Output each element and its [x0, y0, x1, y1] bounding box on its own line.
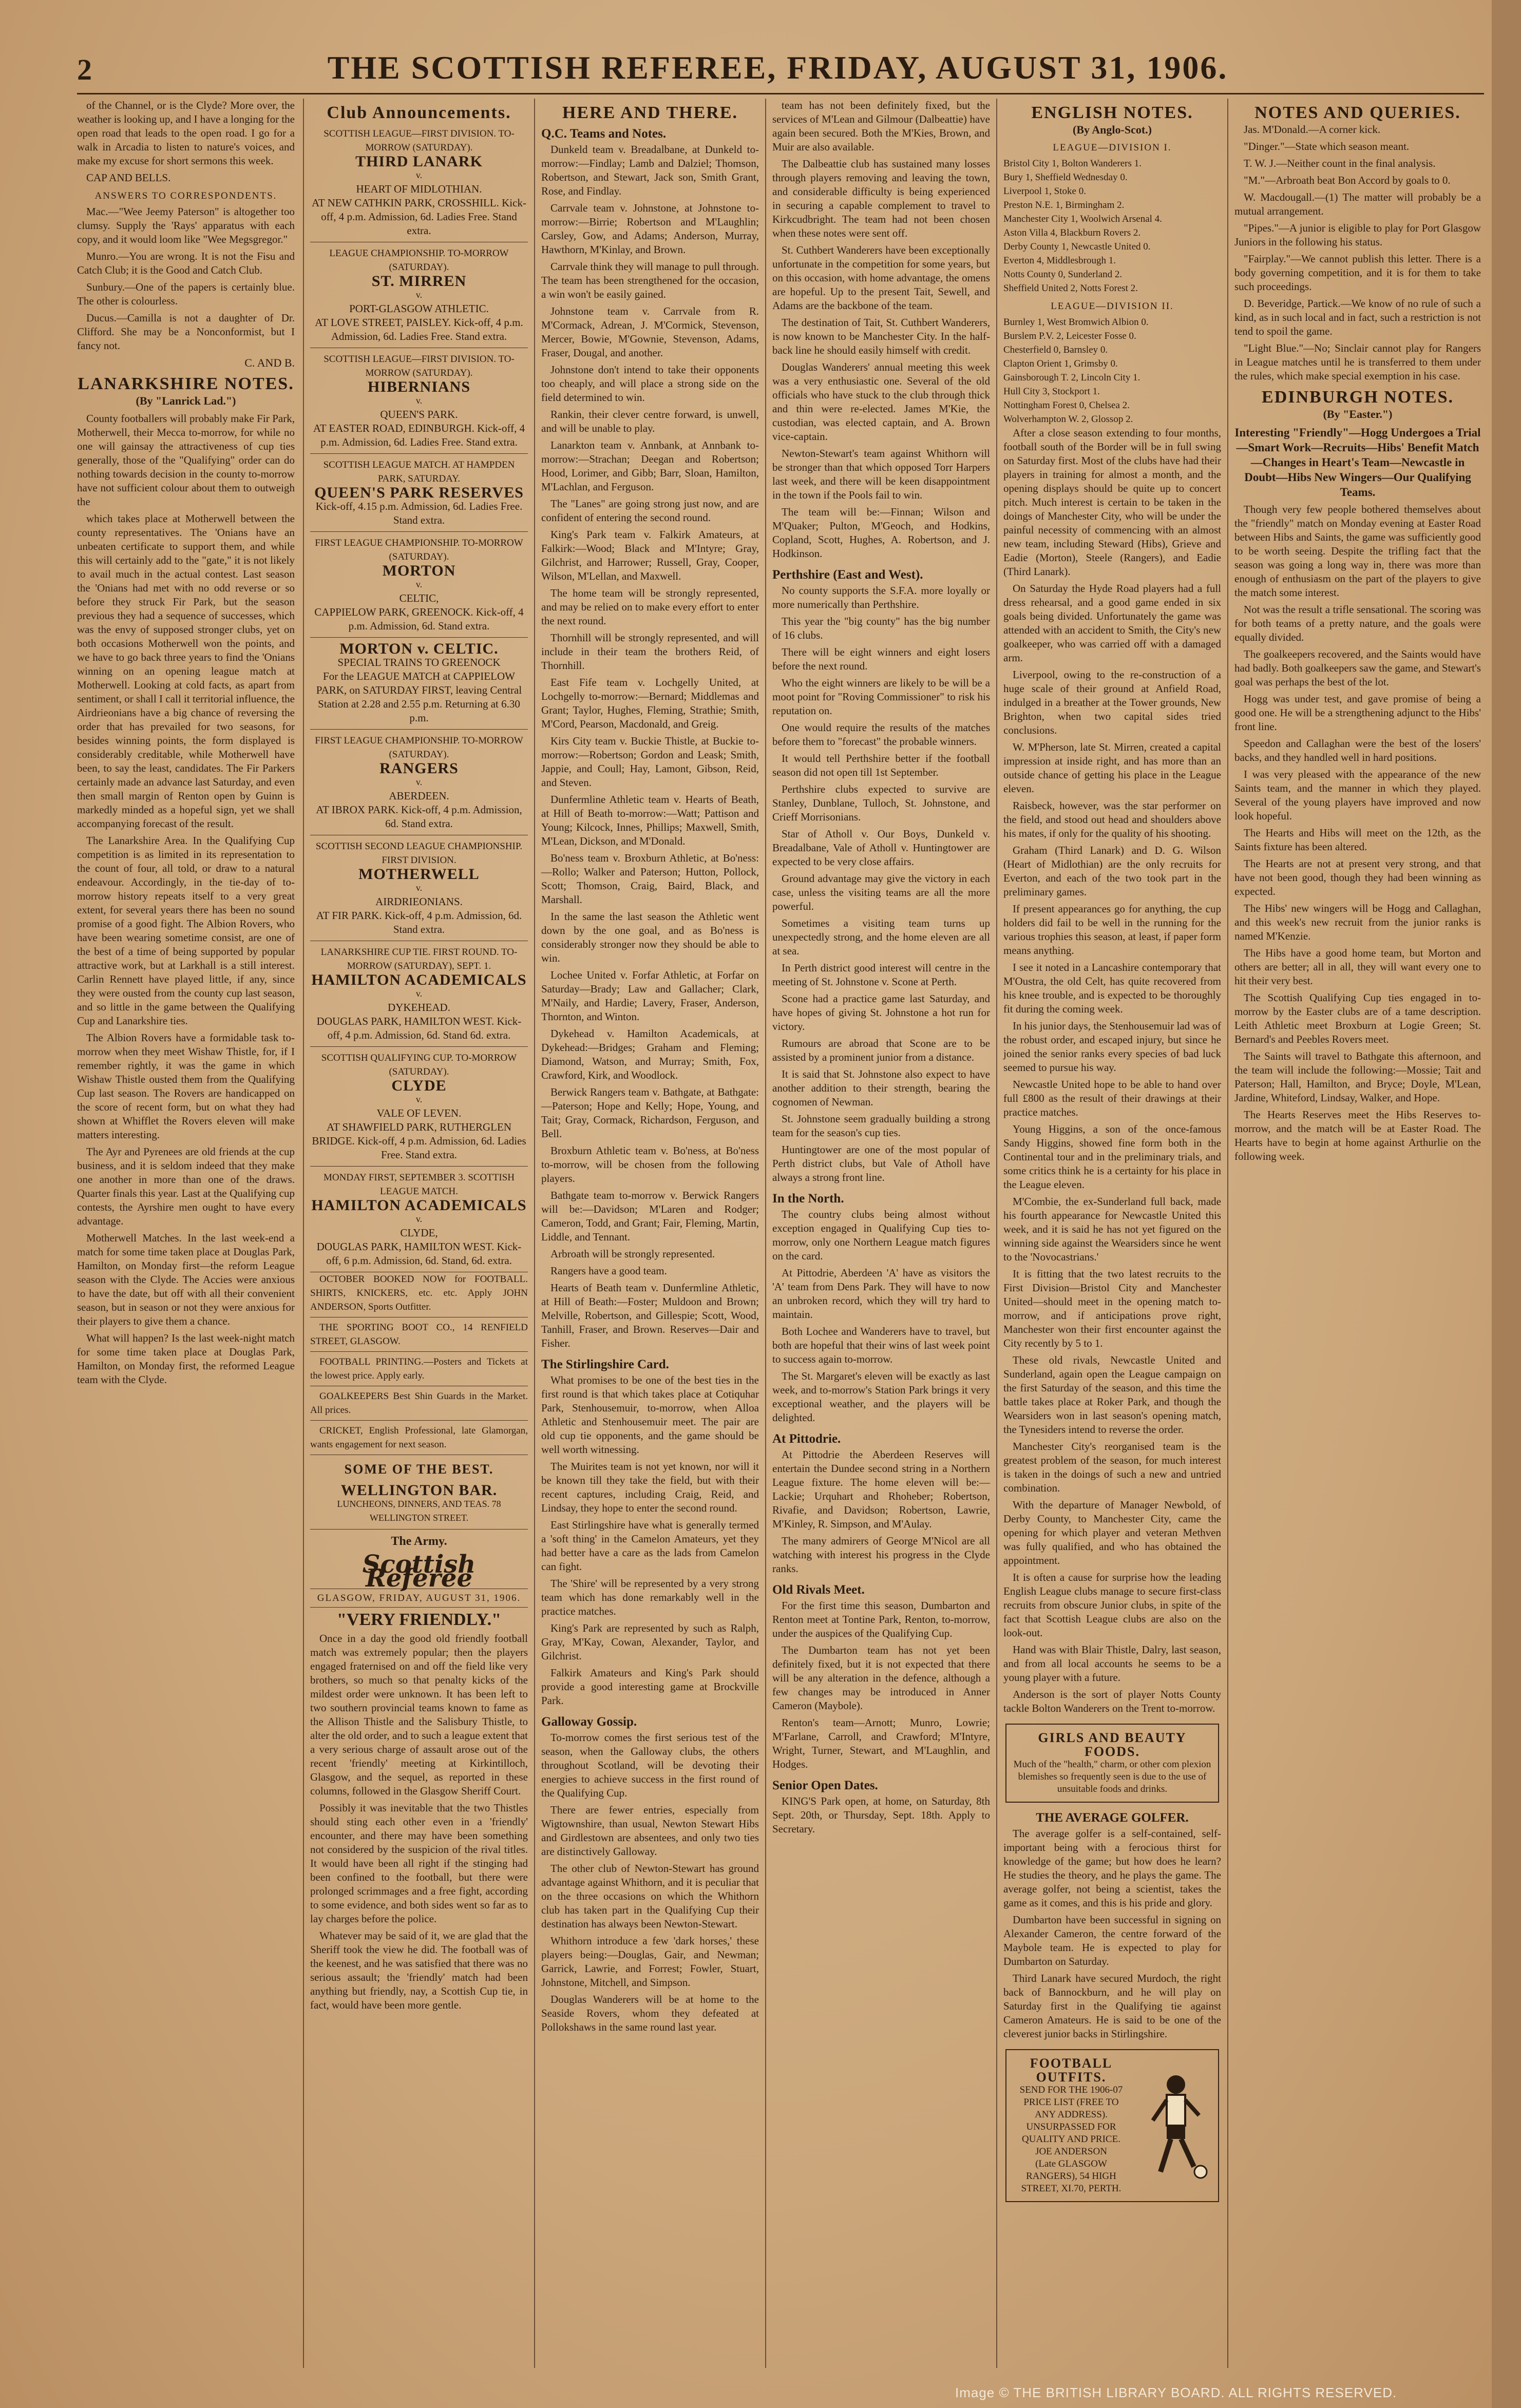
section-paragraph: What promises to be one of the best ties in the first round is that which takes place at Cotiquhar Park, Stenhousemuir, to-morrow, when Alloa Athletic and Stenhousemuir meet. The pair are old cup tie opponents, and the game should be well worth witnessing.: [541, 1374, 759, 1456]
announcement-line: MOTHERWELL: [358, 866, 480, 883]
announcement-line: AT FIR PARK. Kick-off, 4 p.m. Admission, 6d. Stand extra.: [316, 909, 522, 935]
section-paragraph: The "Lanes" are going strong just now, and are confident of entering the second round.: [541, 498, 759, 524]
golfer-paragraph: The average golfer is a self-contained, self-important being with a ferocious thirst for knowledge of the game; but how does he learn? He studies the theory, and he plays the game. The average golfer, not being a scientist, takes the game as it comes, and this is his pride and glory.: [1003, 1827, 1221, 1909]
announcement-line: MONDAY FIRST, SEPTEMBER 3. SCOTTISH LEAGUE MATCH.: [324, 1172, 515, 1197]
section-paragraph: Huntingtower are one of the most popular of Perth district clubs, but Vale of Atholl have always a strong front line.: [772, 1143, 990, 1183]
english-notes-paragraph: Anderson is the sort of player Notts County tackle Bolton Wanderers on the Trent to-morrow.: [1003, 1688, 1221, 1714]
section-paragraph: The home team will be strongly represented, and may be relied on to make every effort to enter the next round.: [541, 587, 759, 627]
english-notes-paragraph: Manchester City's reorganised team is the greatest problem of the season, for much interest is taken in the doings of such a new and untried combination.: [1003, 1440, 1221, 1494]
section-paragraph: Arbroath will be strongly represented.: [550, 1248, 715, 1260]
section-paragraph: There will be eight winners and eight losers before the next round.: [772, 646, 990, 672]
section-paragraph: Kirs City team v. Buckie Thistle, at Buckie to-morrow:—Robertson; Gordon and Leask; Smith, Jappie, and Coull; Hay, Lamont, Gibson, Reid, and Steven.: [541, 735, 759, 789]
leader-paragraph: Once in a day the good old friendly football match was extremely popular; then the players engaged fraternised on and off the field like very brothers, so much so that penalty kicks of the mildest order were unknown. It has been left to two southern provincial teams known to fame as the Allison Thistle and the Salisbury Thistle, to alter the old order, and to such a league extent that a very serious charge of assault arose out of the recent 'friendly' meeting at Kirkintilloch, Glasgow, and the sequel, as reported in these columns, followed in the Glasgow Sheriff Court.: [310, 1632, 528, 1797]
announcement-line: AT LOVE STREET, PAISLEY. Kick-off, 4 p.m. Admission, 6d. Ladies Free. Stand extra.: [315, 316, 523, 342]
section-paragraph: Bathgate team to-morrow v. Berwick Rangers will be:—Davidson; M'Laren and Rodger; Cameron, Todd, and Grant; Fair, Fleming, Martin, Liddle, and Tennant.: [541, 1189, 759, 1243]
section-paragraph: At Pittodrie, Aberdeen 'A' have as visitors the 'A' team from Dens Park. They will have to now an unbroken record, which they will try hard to maintain.: [772, 1267, 990, 1321]
match-result: Preston N.E. 1, Birmingham 2.: [1003, 200, 1125, 211]
club-announcement: [310, 1167, 528, 1272]
club-announcement: [310, 638, 528, 730]
section-paragraph: It is said that St. Johnstone also expect to have another addition to their strength, bearing the cognomen of Newman.: [772, 1068, 990, 1108]
query-answer: "Fairplay."—We cannot publish this letter. There is a body governing competition, and it is for them to take such proceedings.: [1234, 253, 1481, 293]
column-5: [998, 99, 1226, 2368]
beauty-foods-body: Much of the "health," charm, or other com plexion blemishes so frequently seen is due to the use of unsuitable foods and drinks.: [1013, 1759, 1211, 1794]
wellington-bar-title: WELLINGTON BAR.: [340, 1482, 498, 1499]
section-paragraph: In the same the last season the Athletic went down by the one goal, and as Bo'ness is considerably stronger now they should be able to win.: [541, 910, 759, 964]
announcement-line: SCOTTISH LEAGUE—FIRST DIVISION. TO-MORROW (SATURDAY).: [324, 128, 515, 153]
wellington-bar-address: LUNCHEONS, DINNERS, AND TEAS. 78 WELLINGTON STREET.: [337, 1499, 501, 1523]
section-paragraph: Who the eight winners are likely to be will be a moot point for "Roving Commissioner" to risk his reputation on.: [772, 677, 990, 717]
match-result: Clapton Orient 1, Grimsby 0.: [1003, 358, 1118, 369]
english-notes-paragraph: Graham (Third Lanark) and D. G. Wilson (Heart of Midlothian) are the only recruits for Everton, and each of the two took part in the preliminary games.: [1003, 844, 1221, 898]
announcement-line: AT EASTER ROAD, EDINBURGH. Kick-off, 4 p.m. Admission, 6d. Ladies Free. Stand extra.: [313, 422, 525, 448]
edinburgh-paragraph: The Hearts are not at present very strong, and that have not been good, though they had been winning as expected.: [1234, 857, 1481, 897]
club-announcement: [310, 835, 528, 941]
section-paragraph: Dunkeld team v. Breadalbane, at Dunkeld to-morrow:—Findlay; Lamb and Dalziel; Thomson, Robertson, and Stewart, Jack son, Smith Grant, Rose, and Findlay.: [541, 143, 759, 197]
section-paragraph: The 'Shire' will be represented by a very strong team which has done remarkably well in the practice matches.: [541, 1577, 759, 1617]
leader-title: "VERY FRIENDLY.": [337, 1610, 501, 1629]
announcement-line: v.: [415, 777, 423, 787]
section-paragraph: It would tell Perthshire better if the football season did not open till 1st September.: [772, 752, 990, 778]
announcement-line: v.: [415, 395, 423, 406]
notes-and-queries-title: NOTES AND QUERIES.: [1254, 103, 1461, 122]
section-paragraph: The Muirites team is not yet known, nor will it be known till they take the field, but with their recent captures, including Craig, Reid, and Lindsay, they hope to enter the second round.: [541, 1460, 759, 1514]
section-paragraph: Sometimes a visiting team turns up unexpectedly strong, and the home eleven are all at sea.: [772, 917, 990, 957]
announcement-line: THIRD LANARK: [355, 153, 483, 170]
section-paragraph: No county supports the S.F.A. more loyally or more numerically than Perthshire.: [772, 584, 990, 610]
announcement-line: CAPPIELOW PARK, GREENOCK. Kick-off, 4 p.m. Admission, 6d. Stand extra.: [314, 606, 524, 632]
football-outfits-ad: [1005, 2049, 1219, 2202]
club-announcement: [310, 730, 528, 835]
section-paragraph: Star of Atholl v. Our Boys, Dunkeld v. Breadalbane, Vale of Atholl v. Huntingtower are expected to be very close affairs.: [772, 828, 990, 868]
section-paragraph: In Perth district good interest will centre in the meeting of St. Johnstone v. Scone at Perth.: [772, 962, 990, 988]
section-paragraph: Lanarkton team v. Annbank, at Annbank to-morrow:—Strachan; Deegan and Robertson; Hood, Lorimer, and Gibb; Barr, Sloan, Hamilton, M'Lachlan, and Ferguson.: [541, 439, 759, 493]
copyright-watermark: Image © THE BRITISH LIBRARY BOARD. ALL RIGHTS RESERVED.: [955, 2385, 1397, 2400]
section-paragraph: The destination of Tait, St. Cuthbert Wanderers, is now known to be Manchester City. In the half-back line he should easily himself with credit.: [772, 316, 990, 356]
announcement-line: AT IBROX PARK. Kick-off, 4 p.m. Admission, 6d. Stand extra.: [316, 804, 522, 830]
section-heading: At Pittodrie.: [772, 1432, 841, 1446]
english-notes-paragraph: Hand was with Blair Thistle, Dalry, last season, and from all local accounts he seems to be a young player with a future.: [1003, 1643, 1221, 1684]
section-paragraph: The many admirers of George M'Nicol are all watching with interest his progress in the Clyde ranks.: [772, 1535, 990, 1575]
match-result: Burnley 1, West Bromwich Albion 0.: [1003, 317, 1149, 328]
section-paragraph: Johnstone don't intend to take their opponents too cheaply, and will place a strong side on the field determined to win.: [541, 364, 759, 404]
announcement-line: v.: [415, 1214, 423, 1224]
section-paragraph: Rankin, their clever centre forward, is unwell, and will be unable to play.: [541, 408, 759, 434]
announcement-line: QUEEN'S PARK RESERVES: [314, 484, 524, 501]
edinburgh-paragraph: Though very few people bothered themselves about the "friendly" match on Monday evening at Easter Road between Hibs and Saints, the game was sufficiently good to be worth seeing. Despite the trifling fact that the season was going a long way in, there was more than enough of enthusiasm on the part of the players to give the match some interest.: [1234, 503, 1481, 599]
classified-ad: GOALKEEPERS Best Shin Guards in the Market. All prices.: [310, 1389, 528, 1421]
announcement-line: HEART OF MIDLOTHIAN.: [356, 183, 482, 195]
query-answer: "Pipes."—A junior is eligible to play for Port Glasgow Juniors in the following his status.: [1234, 222, 1481, 248]
english-notes-paragraph: Liverpool, owing to the re-construction of a huge scale of their ground at Anfield Road, indulged in a breather at the Tower grounds, New Brighton, when two capital sides tried conclusions.: [1003, 668, 1221, 736]
lanarkshire-byline: (By "Lanrick Lad."): [136, 394, 236, 407]
section-heading: The Stirlingshire Card.: [541, 1358, 669, 1371]
club-announcement: [310, 123, 528, 242]
announcement-line: v.: [415, 988, 423, 999]
answer-paragraph: Munro.—You are wrong. It is not the Fisu and Catch Club; it is the Good and Catch Club.: [77, 250, 295, 276]
lanarkshire-paragraph: The Lanarkshire Area. In the Qualifying Cup competition is as limited in its representation to the count of four, all told, or draw to a natural endeavour. Accordingly, in the tie-day of to-morrow history repeats itself to a very great extent, for several years there has been no sound promise of a good fight. The Albion Rovers, who have been wearing sometime consist, are one of the best of a time of being supported by popular attractive work, but at Larkhall is a still interest. Carlin Rennett have played little, if any, since they were ousted from the county cup last season, and so little in the game between the Qualifying Cup and Lanarkshire ties.: [77, 834, 295, 1027]
announcement-line: SCOTTISH QUALIFYING CUP. TO-MORROW (SATURDAY).: [321, 1053, 517, 1077]
section-paragraph: The Dalbeattie club has sustained many losses through players removing and leaving the town, and considerable difficulty is being experienced in securing a capable complement to travel to Kirkcudbright. The team had not been chosen when these notes were sent off.: [772, 158, 990, 239]
match-result: Aston Villa 4, Blackburn Rovers 2.: [1003, 227, 1141, 238]
column-4: [767, 99, 995, 2368]
announcement-line: LANARKSHIRE CUP TIE. FIRST ROUND. TO-MORROW (SATURDAY), SEPT. 1.: [320, 947, 518, 971]
column-rule: [996, 99, 997, 2368]
leader-paragraph: Possibly it was inevitable that the two Thistles should sting each other even in a 'friendly' encounter, and there may have been something not considered by the suspicion of the rival titles. It would have been all right if the stinging had been confined to the football, but there were prolonged scrimmages and a free fight, according to some evidence, and both sides went so far as to lay charges before the police.: [310, 1802, 528, 1925]
here-and-there-title: HERE AND THERE.: [562, 103, 738, 122]
match-result: Gainsborough T. 2, Lincoln City 1.: [1003, 372, 1140, 383]
answers-heading: ANSWERS TO CORRESPONDENTS.: [94, 190, 277, 201]
match-result: Nottingham Forest 0, Chelsea 2.: [1003, 400, 1130, 411]
club-announcement: [310, 1047, 528, 1167]
section-paragraph: Hearts of Beath team v. Dunfermline Athletic, at Hill of Beath:—Foster; Muldoon and Brown; Melville, Robertson, and Gillespie; Scott, Wood, Tanhill, Fraser, and Brown. Reserves—Dair and Fisher.: [541, 1282, 759, 1349]
lanarkshire-notes-title: LANARKSHIRE NOTES.: [78, 374, 294, 393]
english-notes-byline: (By Anglo-Scot.): [1073, 123, 1152, 136]
lanarkshire-paragraph: What will happen? Is the last week-night match for some time taken place at Douglas Park, Hamilton, on Monday first, the reformed League team with the Clyde.: [77, 1332, 295, 1386]
section-paragraph: Scone had a practice game last Saturday, and have hopes of giving St. Johnstone a hot run for victory.: [772, 992, 990, 1033]
classified-ad: OCTOBER BOOKED NOW for FOOTBALL. SHIRTS, KNICKERS, etc. etc. Apply JOHN ANDERSON, Sports Outfitter.: [310, 1272, 528, 1317]
section-paragraph: The team will be:—Finnan; Wilson and M'Quaker; Pulton, M'Geoch, and Hodkins, Copland, Scott, Hughes, A. Robertson, and J. Hodkinson.: [772, 506, 990, 560]
english-notes-paragraph: In his junior days, the Stenhousemuir lad was of the robust order, and escaped injury, but since he joined the senior ranks every species of bad luck seemed to pursue his way.: [1003, 1020, 1221, 1074]
section-paragraph: At Pittodrie the Aberdeen Reserves will entertain the Dundee second string in a Northern League fixture. The home eleven will be:—Lackie; Urquhart and Rhoheber; Robertson, Rivafie, and Davidson; Robertson, Lawrie, M'Kinley, R. Simpson, and M'Aulay.: [772, 1448, 990, 1530]
page-number: 2: [77, 53, 92, 86]
section-paragraph: The St. Margaret's eleven will be exactly as last week, and to-morrow's Station Park brings it very exceptional weather, and the players will be delighted.: [772, 1370, 990, 1424]
announcement-line: QUEEN'S PARK.: [380, 408, 458, 421]
announcement-line: DOUGLAS PARK, HAMILTON WEST. Kick-off, 4 p.m. Admission, 6d. Stand 6d. extra.: [316, 1015, 522, 1041]
announcement-line: v.: [415, 170, 423, 180]
answer-paragraph: Ducus.—Camilla is not a daughter of Dr. Clifford. She may be a Nonconformist, but I fancy not.: [77, 312, 295, 352]
edinburgh-paragraph: I was very pleased with the appearance of the new Saints team, and the manner in which they played. Several of the young players have improved and now look hopeful.: [1234, 768, 1481, 822]
query-answer: W. Macdougall.—(1) The matter will probably be a mutual arrangement.: [1234, 191, 1481, 217]
leader-paragraph: Whatever may be said of it, we are glad that the Sheriff took the view he did. The football was of the keenest, and he was satisfied that there was no serious assault; the 'friendly' match had been anything but friendly, nay, a Scottish Cup tie, in fact, would have been more gentle.: [310, 1929, 528, 2011]
announcement-line: HAMILTON ACADEMICALS: [311, 1197, 527, 1214]
average-golfer-title: THE AVERAGE GOLFER.: [1036, 1811, 1189, 1825]
announcement-line: Kick-off, 4.15 p.m. Admission, 6d. Ladies Free. Stand extra.: [315, 500, 523, 526]
section-paragraph: There are fewer entries, especially from Wigtownshire, than usual, Newton Stewart Hibs and Girdlestown are absentees, and only two ties are distinctively Galloway.: [541, 1804, 759, 1858]
answers-signature: C. AND B.: [244, 356, 295, 369]
section-paragraph: Thornhill will be strongly represented, and will include in their team the brothers Reid, of Thornhill.: [541, 632, 759, 672]
section-paragraph: The Dumbarton team has not yet been definitely fixed, but it is not expected that there will be any alteration in the defence, although a few changes may be introduced in Anner Cameron (Maybole).: [772, 1644, 990, 1712]
masthead: [77, 45, 1484, 94]
match-result: Manchester City 1, Woolwich Arsenal 4.: [1003, 214, 1162, 224]
english-notes-paragraph: Newcastle United hope to be able to hand over full £800 as the result of their drawings at their practice matches.: [1003, 1078, 1221, 1118]
section-paragraph: KING'S Park open, at home, on Saturday, 8th Sept. 20th, or Thursday, Sept. 18th. Apply to Secretary.: [772, 1795, 990, 1835]
section-paragraph: To-morrow comes the first serious test of the season, when the Galloway clubs, the others throughout Scotland, will be devoting their energies to achieve success in the first round of the Qualifying Cup.: [541, 1731, 759, 1799]
edinburgh-paragraph: The Hearts Reserves meet the Hibs Reserves to-morrow, and the match will be at Easter Road. The Hearts have to begin at home against Arthurlie on the following week.: [1234, 1109, 1481, 1162]
edinburgh-paragraph: The Hibs have a good home team, but Morton and others are better; all in all, they will want every one to hit their very best.: [1234, 947, 1481, 987]
match-result: Chesterfield 0, Barnsley 0.: [1003, 345, 1108, 355]
announcement-line: FIRST LEAGUE CHAMPIONSHIP. TO-MORROW (SATURDAY).: [315, 538, 523, 562]
column-rule: [1227, 99, 1228, 2368]
golfer-paragraph: Third Lanark have secured Murdoch, the right back of Bannockburn, and he will play on Saturday first in the Qualifying tie against Cameron Amateurs. He is said to be one of the cleverest junior backs in Stirlingshire.: [1003, 1972, 1221, 2040]
announcement-line: v.: [415, 1094, 423, 1104]
match-result: Sheffield United 2, Notts Forest 2.: [1003, 283, 1138, 294]
announcement-line: ABERDEEN.: [389, 790, 449, 802]
section-paragraph: East Fife team v. Lochgelly United, at Lochgelly to-morrow:—Bernard; Middlemas and Grant; Taylor, Hughes, Fleming, Strathie; Smith, M'Cord, Pearson, Macdonald, and Greig.: [541, 676, 759, 730]
edinburgh-paragraph: The Hearts and Hibs will meet on the 12th, as the Saints fixture has been altered.: [1234, 827, 1481, 853]
beauty-foods-title: GIRLS AND BEAUTY FOODS.: [1038, 1730, 1187, 1759]
paper-dateline: GLASGOW, FRIDAY, AUGUST 31, 1906.: [310, 1589, 528, 1608]
announcement-line: v.: [415, 883, 423, 893]
announcement-line: SCOTTISH LEAGUE—FIRST DIVISION. TO-MORROW (SATURDAY).: [324, 354, 515, 378]
section-paragraph: Ground advantage may give the victory in each case, unless the visiting teams are all the more powerful.: [772, 872, 990, 912]
announcement-line: CLYDE,: [400, 1227, 438, 1239]
announcement-line: DOUGLAS PARK, HAMILTON WEST. Kick-off, 6 p.m. Admission, 6d. Stand, 6d. extra.: [316, 1240, 522, 1267]
footballer-illustration-icon: [1135, 2069, 1212, 2182]
section-paragraph: Johnstone team v. Carrvale from R. M'Cormack, Adrean, J. M'Cormick, Stevenson, Mercer, Bowie, M'Gownie, Stevenson, Adams, Fraser, Dougal, and another.: [541, 305, 759, 359]
section-paragraph: Douglas Wanderers will be at home to the Seaside Rovers, whom they defeated at Pollokshaws in the same round last year.: [541, 1993, 759, 2033]
section-heading: In the North.: [772, 1192, 844, 1206]
league-division-2-heading: LEAGUE—DIVISION II.: [1051, 301, 1174, 312]
section-paragraph: Douglas Wanderers' annual meeting this week was a very enthusiastic one. Several of the old officials who have stuck to the club through thick and thin were re-elected. James M'Kie, the custodian, was elected captain, and A. Brown vice-captain.: [772, 361, 990, 443]
edinburgh-byline: (By "Easter."): [1323, 408, 1393, 421]
announcement-line: For the LEAGUE MATCH at CAPPIELOW PARK, on SATURDAY FIRST, leaving Central Station at 2.28 and 2.55 p.m. Returning at 6.30 p.m.: [316, 670, 522, 724]
club-announcements-title: Club Announcements.: [327, 103, 511, 122]
announcement-line: AT SHAWFIELD PARK, RUTHERGLEN BRIDGE. Kick-off, 4 p.m. Admission, 6d. Ladies Free. Stand extra.: [312, 1121, 526, 1161]
announcement-line: PORT-GLASGOW ATHLETIC.: [349, 302, 489, 315]
section-paragraph: Perthshire clubs expected to survive are Stanley, Dunblane, Tulloch, St. Johnstone, and Crieff Morrisonians.: [772, 783, 990, 823]
column-rule: [534, 99, 535, 2368]
section-paragraph: Renton's team—Arnott; Munro, Lowrie; M'Farlane, Carroll, and Crawford; M'Intyre, Wright, Turner, Stewart, and M'Laughlin, and Hodges.: [772, 1716, 990, 1770]
section-heading: Galloway Gossip.: [541, 1715, 637, 1729]
english-notes-paragraph: Young Higgins, a son of the once-famous Sandy Higgins, showed fine form both in the Continental tour and in the preliminary trials, and some critics think he is a certainty for his place in the League eleven.: [1003, 1123, 1221, 1191]
announcement-line: AIRDRIEONIANS.: [375, 895, 463, 908]
announcement-line: RANGERS: [379, 760, 459, 777]
section-paragraph: team has not been definitely fixed, but the services of M'Lean and Gilmour (Dalbeattie) have again been secured. Both the M'Kies, Brown, and Muir are also available.: [772, 99, 990, 153]
english-notes-paragraph: Raisbeck, however, was the star performer on the field, and stood out head and shoulders above his mates, if only for the quality of his shooting.: [1003, 799, 1221, 839]
section-paragraph: This year the "big county" has the big number of 16 clubs.: [772, 615, 990, 641]
match-result: Liverpool 1, Stoke 0.: [1003, 186, 1086, 197]
section-paragraph: Newton-Stewart's team against Whithorn will be stronger than that which opposed Torr Harpers last week, and there will be keen disappointment in the town if the Pools fail to win.: [772, 447, 990, 501]
query-answer: D. Beveridge, Partick.—We know of no rule of such a kind, as in such local and in fact, such a restriction is not tend to spoil the game.: [1234, 297, 1481, 337]
english-notes-paragraph: With the departure of Manager Newbold, of Derby County, to Manchester City, came the opening for which player and veteran Methven was fully qualified, and who has obtained the appointment.: [1003, 1499, 1221, 1566]
english-notes-paragraph: It is fitting that the two latest recruits to the First Division—Bristol City and Manchester United—should meet in the opening match to-morrow, and if anticipations prove right, Manchester won their first encounter against the City recently by 5 to 1.: [1003, 1268, 1221, 1349]
lanarkshire-paragraph: The Ayr and Pyrenees are old friends at the cup business, and it is seldom indeed that they make one another in more than one of the draws. Quarter finals this year. Last at the Qualifying cup contests, the Ayrshire men ought to have every advantage.: [77, 1145, 295, 1227]
announcement-line: MORTON: [382, 562, 456, 579]
announcement-line: LEAGUE CHAMPIONSHIP. TO-MORROW (SATURDAY).: [329, 248, 509, 273]
match-result: Bristol City 1, Bolton Wanderers 1.: [1003, 158, 1142, 169]
announcement-line: SCOTTISH SECOND LEAGUE CHAMPIONSHIP. FIRST DIVISION.: [315, 841, 523, 866]
edinburgh-paragraph: Speedon and Callaghan were the best of the losers' backs, and they handled well in hard positions.: [1234, 737, 1481, 763]
outfit-line: JOE ANDERSON: [1035, 2146, 1107, 2157]
section-paragraph: Lochee United v. Forfar Athletic, at Forfar on Saturday—Brady; Law and Gallacher; Clark, M'Naily, and Hardie; Lavery, Fraser, Anderson, Thornton, and Winton.: [541, 969, 759, 1023]
announcement-line: v.: [415, 579, 423, 589]
english-notes-paragraph: It is often a cause for surprise how the leading English League clubs manage to secure first-class recruits from obscure Junior clubs, in spite of the fact that Scottish League clubs are also on the look-out.: [1003, 1571, 1221, 1639]
announcement-line: FIRST LEAGUE CHAMPIONSHIP. TO-MORROW (SATURDAY).: [315, 735, 523, 760]
section-paragraph: Carrvale think they will manage to pull through. The team has been strengthened for the occasion, a win won't be easily gained.: [541, 260, 759, 300]
army-heading: The Army.: [391, 1535, 447, 1548]
english-notes-paragraph: M'Combie, the ex-Sunderland full back, made his fourth appearance for Newcastle United this week, and it is said he has not yet figured on the winning side against the Wearsiders since he went to the 'Novocastrians.': [1003, 1195, 1221, 1263]
lanarkshire-paragraph: which takes place at Motherwell between the county representatives. The 'Onians have an unbeaten certificate to support them, and while this will certainly add to the "gate," it is not likely to avail much in the actual contest. Last season the 'Onians had met with no odd reverse or so before they struck Fir Park, but the season previous they had a sequence of successes, which was the envy of supposed stronger clubs, yet on both occasions Motherwell won the points, and we have to go back three years to find the 'Onians winning on an opening league match at Motherwell. Looking at cold facts, as apart from sentiment, or shall I call it territorial influence, the Airdrieonians have a big chance of reversing the order that has prevailed for two seasons, for besides winning points, the form displayed is considerably creditable, while Motherwell have been, to say the least, candidates. The Fir Parkers certainly made an advance last Saturday, and even then small margin of Renton open by Guinn is markedly minded as a hopeful sign, yet we shall accompanying forecast of the result.: [77, 512, 295, 830]
query-answer: "Dinger."—State which season meant.: [1244, 140, 1410, 152]
english-notes-paragraph: If present appearances go for anything, the cup holders did fail to be well in the running for the various trophies this season, at least, if paper form means anything.: [1003, 903, 1221, 957]
section-heading: Q.C. Teams and Notes.: [541, 127, 667, 141]
column-6: [1229, 99, 1486, 2368]
outfit-line: (Late GLASGOW RANGERS), 54 HIGH STREET, XI.70, PERTH.: [1021, 2158, 1121, 2194]
section-paragraph: King's Park team v. Falkirk Amateurs, at Falkirk:—Wood; Black and M'Intyre; Gray, Gilchrist, and Harrower; Russell, Gray, Cooper, Wilson, M'Lellan, and Maxwell.: [541, 528, 759, 582]
column-2: [305, 99, 533, 2368]
section-paragraph: For the first time this season, Dumbarton and Renton meet at Tontine Park, Renton, to-morrow, under the auspices of the Qualifying Cup.: [772, 1599, 990, 1639]
announcement-line: CELTIC,: [399, 592, 439, 604]
lanarkshire-paragraph: County footballers will probably make Fir Park, Motherwell, their Mecca to-morrow, for while no one will gainsay the attractiveness of cup ties generally, those of the "Qualifying" order can do nothing towards decision in the county to-morrow have not sufficient colour about them to outweigh the: [77, 412, 295, 508]
section-paragraph: Berwick Rangers team v. Bathgate, at Bathgate:—Paterson; Hope and Kelly; Hope, Young, and Tait; Gray, Cormack, Richardson, Ferguson, and Bell.: [541, 1086, 759, 1140]
section-heading: Senior Open Dates.: [772, 1779, 878, 1792]
announcement-line: VALE OF LEVEN.: [376, 1107, 462, 1119]
section-paragraph: Rumours are abroad that Scone are to be assisted by a prominent junior from a distance.: [772, 1037, 990, 1063]
league-division-1-heading: LEAGUE—DIVISION I.: [1053, 142, 1172, 153]
section-paragraph: Broxburn Athletic team v. Bo'ness, at Bo'ness to-morrow, will be chosen from the following players.: [541, 1144, 759, 1184]
match-result: Hull City 3, Stockport 1.: [1003, 386, 1100, 397]
match-result: Burslem P.V. 2, Leicester Fosse 0.: [1003, 331, 1136, 341]
edinburgh-paragraph: The Scottish Qualifying Cup ties engaged in to-morrow by the Easter clubs are of a tame description. Leith Athletic meet Broxburn at Logie Green; St. Bernard's and Peebles Rovers meet.: [1234, 991, 1481, 1045]
answer-paragraph: Mac.—"Wee Jeemy Paterson" is altogether too clumsy. Supply the 'Rays' apparatus with each copy, and it would loom like "Wee Megsgregor.": [77, 205, 295, 245]
match-result: Notts County 0, Sunderland 2.: [1003, 269, 1123, 280]
announcement-line: MORTON v. CELTIC.: [339, 640, 499, 657]
query-answer: "M."—Arbroath beat Bon Accord by goals to 0.: [1244, 174, 1451, 186]
club-announcement: [310, 242, 528, 348]
section-paragraph: Rangers have a good team.: [550, 1265, 667, 1277]
announcement-line: SCOTTISH LEAGUE MATCH. AT HAMPDEN PARK, SATURDAY.: [323, 460, 515, 484]
answer-paragraph: Sunbury.—One of the papers is certainly blue. The other is colourless.: [77, 281, 295, 307]
intro-paragraph: of the Channel, or is the Clyde? More over, the weather is looking up, and I have a longing for the open road that leads to the open road. I go for a walk in Arcadia to listen to nature's voices, and make my excuse for short sermons this week.: [77, 99, 295, 167]
match-result: Wolverhampton W. 2, Glossop 2.: [1003, 414, 1133, 425]
announcement-line: ST. MIRREN: [371, 273, 467, 290]
edinburgh-paragraph: Not was the result a trifle sensational. The scoring was for both teams of a pretty nature, and the goals were equally divided.: [1234, 603, 1481, 643]
football-outfits-title: FOOTBALL OUTFITS.: [1030, 2056, 1113, 2085]
section-paragraph: Falkirk Amateurs and King's Park should provide a good interesting game at Brockville Park.: [541, 1667, 759, 1707]
paper-nameplate: Scottish Referee: [362, 1550, 476, 1593]
column-3: [536, 99, 764, 2368]
section-paragraph: Dunfermline Athletic team v. Hearts of Beath, at Hill of Beath to-morrow:—Watt; Pattison and Young; Kilcock, Innes, Phillips; Maxwell, Smith, M'Lean, Dickson, and M'Donald.: [541, 793, 759, 847]
some-of-the-best-title: SOME OF THE BEST.: [344, 1462, 494, 1477]
match-result: Derby County 1, Newcastle United 0.: [1003, 241, 1151, 252]
section-paragraph: King's Park are represented by such as Ralph, Gray, M'Kay, Cowan, Alexander, Taylor, and Gilchrist.: [541, 1622, 759, 1662]
section-paragraph: Both Lochee and Wanderers have to travel, but both are hopeful that their wins of last week point to success again to-morrow.: [772, 1325, 990, 1365]
classified-ad: FOOTBALL PRINTING.—Posters and Tickets at the lowest price. Apply early.: [310, 1355, 528, 1386]
column-1: [72, 99, 300, 2368]
section-paragraph: St. Johnstone seem gradually building a strong team for the season's cup ties.: [772, 1113, 990, 1139]
golfer-paragraph: Dumbarton have been successful in signing on Alexander Cameron, the centre forward of the Maybole team. He is expected to play for Dumbarton on Saturday.: [1003, 1914, 1221, 1967]
english-notes-paragraph: These old rivals, Newcastle United and Sunderland, again open the League campaign on the first Saturday of the season, and this time the battle takes place at Roker Park, and though the Wearsiders won in last season's opening match, the Tynesiders intend to reverse the order.: [1003, 1354, 1221, 1436]
announcement-line: DYKEHEAD.: [388, 1001, 450, 1014]
edinburgh-paragraph: The goalkeepers recovered, and the Saints would have had badly. Both goalkeepers saw the game, and Stewart's goal was perhaps the best of the lot.: [1234, 648, 1481, 688]
lanarkshire-paragraph: The Albion Rovers have a formidable task to-morrow when they meet Wishaw Thistle, for, if I remember rightly, it was the game in which Wishaw Thistle ousted them from the Qualifying Cup last season. The Rovers are handicapped on the score of recent form, but on what they had shown at Whifflet the Rovers eleven will make matters interesting.: [77, 1031, 295, 1141]
column-rule: [765, 99, 766, 2368]
binding-margin: [1492, 0, 1521, 2408]
section-paragraph: One would require the results of the matches before them to "forecast" the probable winners.: [772, 721, 990, 748]
edinburgh-lead: Interesting "Friendly"—Hogg Undergoes a Trial—Smart Work—Recruits—Hibs' Benefit Match—Changes in Heart's Team—Newcastle in Doubt—Hibs New Wingers—Our Qualifying Teams.: [1234, 426, 1481, 499]
edinburgh-paragraph: The Saints will travel to Bathgate this afternoon, and the team will include the following:—Mossie; Tait and Paterson; Hall, Hamilton, and Bryce; Doyle, M'Lean, Jardine, Whiteford, Lindsay, Walker, and Hope.: [1234, 1050, 1481, 1104]
announcement-line: HAMILTON ACADEMICALS: [311, 971, 527, 988]
beauty-foods-ad: [1005, 1724, 1219, 1803]
club-announcement: [310, 348, 528, 454]
english-notes-paragraph: On Saturday the Hyde Road players had a full dress rehearsal, and a good game ended in six goals being divided. Unfortunately the game was attended with an accident to Smith, the City's new goalkeeper, who was carried off with a damaged arm.: [1003, 582, 1221, 664]
english-notes-paragraph: I see it noted in a Lancashire contemporary that M'Oustra, the old Celt, has quite recovered from his knee trouble, and is expected to be thoroughly fit during the coming week.: [1003, 961, 1221, 1015]
query-answer: "Light Blue."—No; Sinclair cannot play for Rangers in League matches until he is transferred to them under the rules, which make special exemption in his case.: [1234, 342, 1481, 382]
section-heading: Old Rivals Meet.: [772, 1583, 865, 1597]
section-paragraph: The other club of Newton-Stewart has ground advantage against Whithorn, and it is peculiar that on the three occasions on which the Whithorn club has taken part in the Qualifying Cup their destination has always been Newton-Stewart.: [541, 1862, 759, 1930]
classified-ad: THE SPORTING BOOT CO., 14 RENFIELD STREET, GLASGOW.: [310, 1321, 528, 1352]
outfit-line: SEND FOR THE 1906-07 PRICE LIST (FREE TO ANY ADDRESS).: [1019, 2085, 1123, 2120]
section-paragraph: Bo'ness team v. Broxburn Athletic, at Bo'ness:—Rollo; Walker and Paterson; Hutton, Pollock, Scott; Thomson, Craig, Baird, Black, and Marshall.: [541, 852, 759, 906]
outfit-line: UNSURPASSED FOR QUALITY AND PRICE.: [1022, 2122, 1120, 2145]
section-paragraph: East Stirlingshire have what is generally termed a 'soft thing' in the Camelon Amateurs, yet they had better have a care as the lads from Camelon can fight.: [541, 1519, 759, 1573]
english-notes-paragraph: W. M'Pherson, late St. Mirren, created a capital impression at inside right, and has more than an outside chance of getting his place in the League eleven.: [1003, 741, 1221, 795]
announcement-line: SPECIAL TRAINS TO GREENOCK: [337, 656, 501, 668]
section-paragraph: Carrvale team v. Johnstone, at Johnstone to-morrow:—Birrie; Robertson and M'Laughlin; Carsley, Gow, and Adams; Anderson, Murray, Hawthorn, M'Kinlay, and Brown.: [541, 202, 759, 256]
club-announcement: [310, 454, 528, 532]
announcement-line: CLYDE: [391, 1077, 447, 1094]
club-announcement: [310, 532, 528, 638]
club-announcement: [310, 941, 528, 1047]
section-paragraph: Whithorn introduce a few 'dark horses,' these players being:—Douglas, Gair, and Newman; Garrick, Lawrie, and Forrest; Fowler, Stuart, Johnstone, Mitchell, and Simpson.: [541, 1935, 759, 1989]
intro-paragraph: CAP AND BELLS.: [86, 171, 171, 184]
edinburgh-paragraph: Hogg was under test, and gave promise of being a good one. He will be a strengthening adjunct to the Hibs' front line.: [1234, 693, 1481, 733]
section-paragraph: Dykehead v. Hamilton Academicals, at Dykehead:—Bridges; Graham and Fleming; Diamond, Watson, and Murray; Smith, Fox, Crawford, Kirk, and Woodlock.: [541, 1027, 759, 1081]
edinburgh-paragraph: The Hibs' new wingers will be Hogg and Callaghan, and this week's new recruit from the junior ranks is named M'Kenzie.: [1234, 902, 1481, 942]
section-paragraph: The country clubs being almost without exception engaged in Qualifying Cup ties to-morrow, only one Northern League match figures on the card.: [772, 1208, 990, 1262]
edinburgh-notes-title: EDINBURGH NOTES.: [1262, 388, 1454, 407]
lanarkshire-paragraph: Motherwell Matches. In the last week-end a match for some time taken place at Douglas Park, Hamilton, on Monday first—the reform League season with the Clyde. The Accies were anxious to have the date, but off with all their convenient season, but in season or not they were anxious for their players to give them a chance.: [77, 1232, 295, 1327]
query-answer: Jas. M'Donald.—A corner kick.: [1244, 123, 1381, 136]
announcement-line: HIBERNIANS: [367, 378, 471, 395]
classified-ad: CRICKET, English Professional, late Glamorgan, wants engagement for next season.: [310, 1424, 528, 1455]
announcement-line: v.: [415, 290, 423, 300]
query-answer: T. W. J.—Neither count in the final analysis.: [1244, 157, 1436, 169]
match-result: Everton 4, Middlesbrough 1.: [1003, 255, 1116, 266]
english-notes-title: ENGLISH NOTES.: [1031, 103, 1193, 122]
section-heading: Perthshire (East and West).: [772, 568, 923, 582]
match-result: Bury 1, Sheffield Wednesday 0.: [1003, 172, 1128, 183]
column-rule: [303, 99, 304, 2368]
announcement-line: AT NEW CATHKIN PARK, CROSSHILL. Kick-off, 4 p.m. Admission, 6d. Ladies Free. Stand extra.: [312, 197, 526, 237]
english-notes-paragraph: After a close season extending to four months, football south of the Border will be in full swing on Saturday first. Most of the clubs have had their players in training for almost a month, and the opening displays should be quite up to concert pitch. Much interest is certain to be taken in the doings of Manchester City, who will be under the painful necessity of commencing with an almost new team, including Steward (Hibs), Grieve and Eadie (Morton), Steele (Rangers), and Eadie (Third Lanark).: [1003, 427, 1221, 578]
masthead-title: THE SCOTTISH REFEREE, FRIDAY, AUGUST 31, 1906.: [327, 49, 1228, 86]
section-paragraph: St. Cuthbert Wanderers have been exceptionally unfortunate in the competition for some years, but on this occasion, with home advantage, the omens are hopeful. Up to the present Tait, Sewell, and Adams are the backbone of the team.: [772, 244, 990, 312]
